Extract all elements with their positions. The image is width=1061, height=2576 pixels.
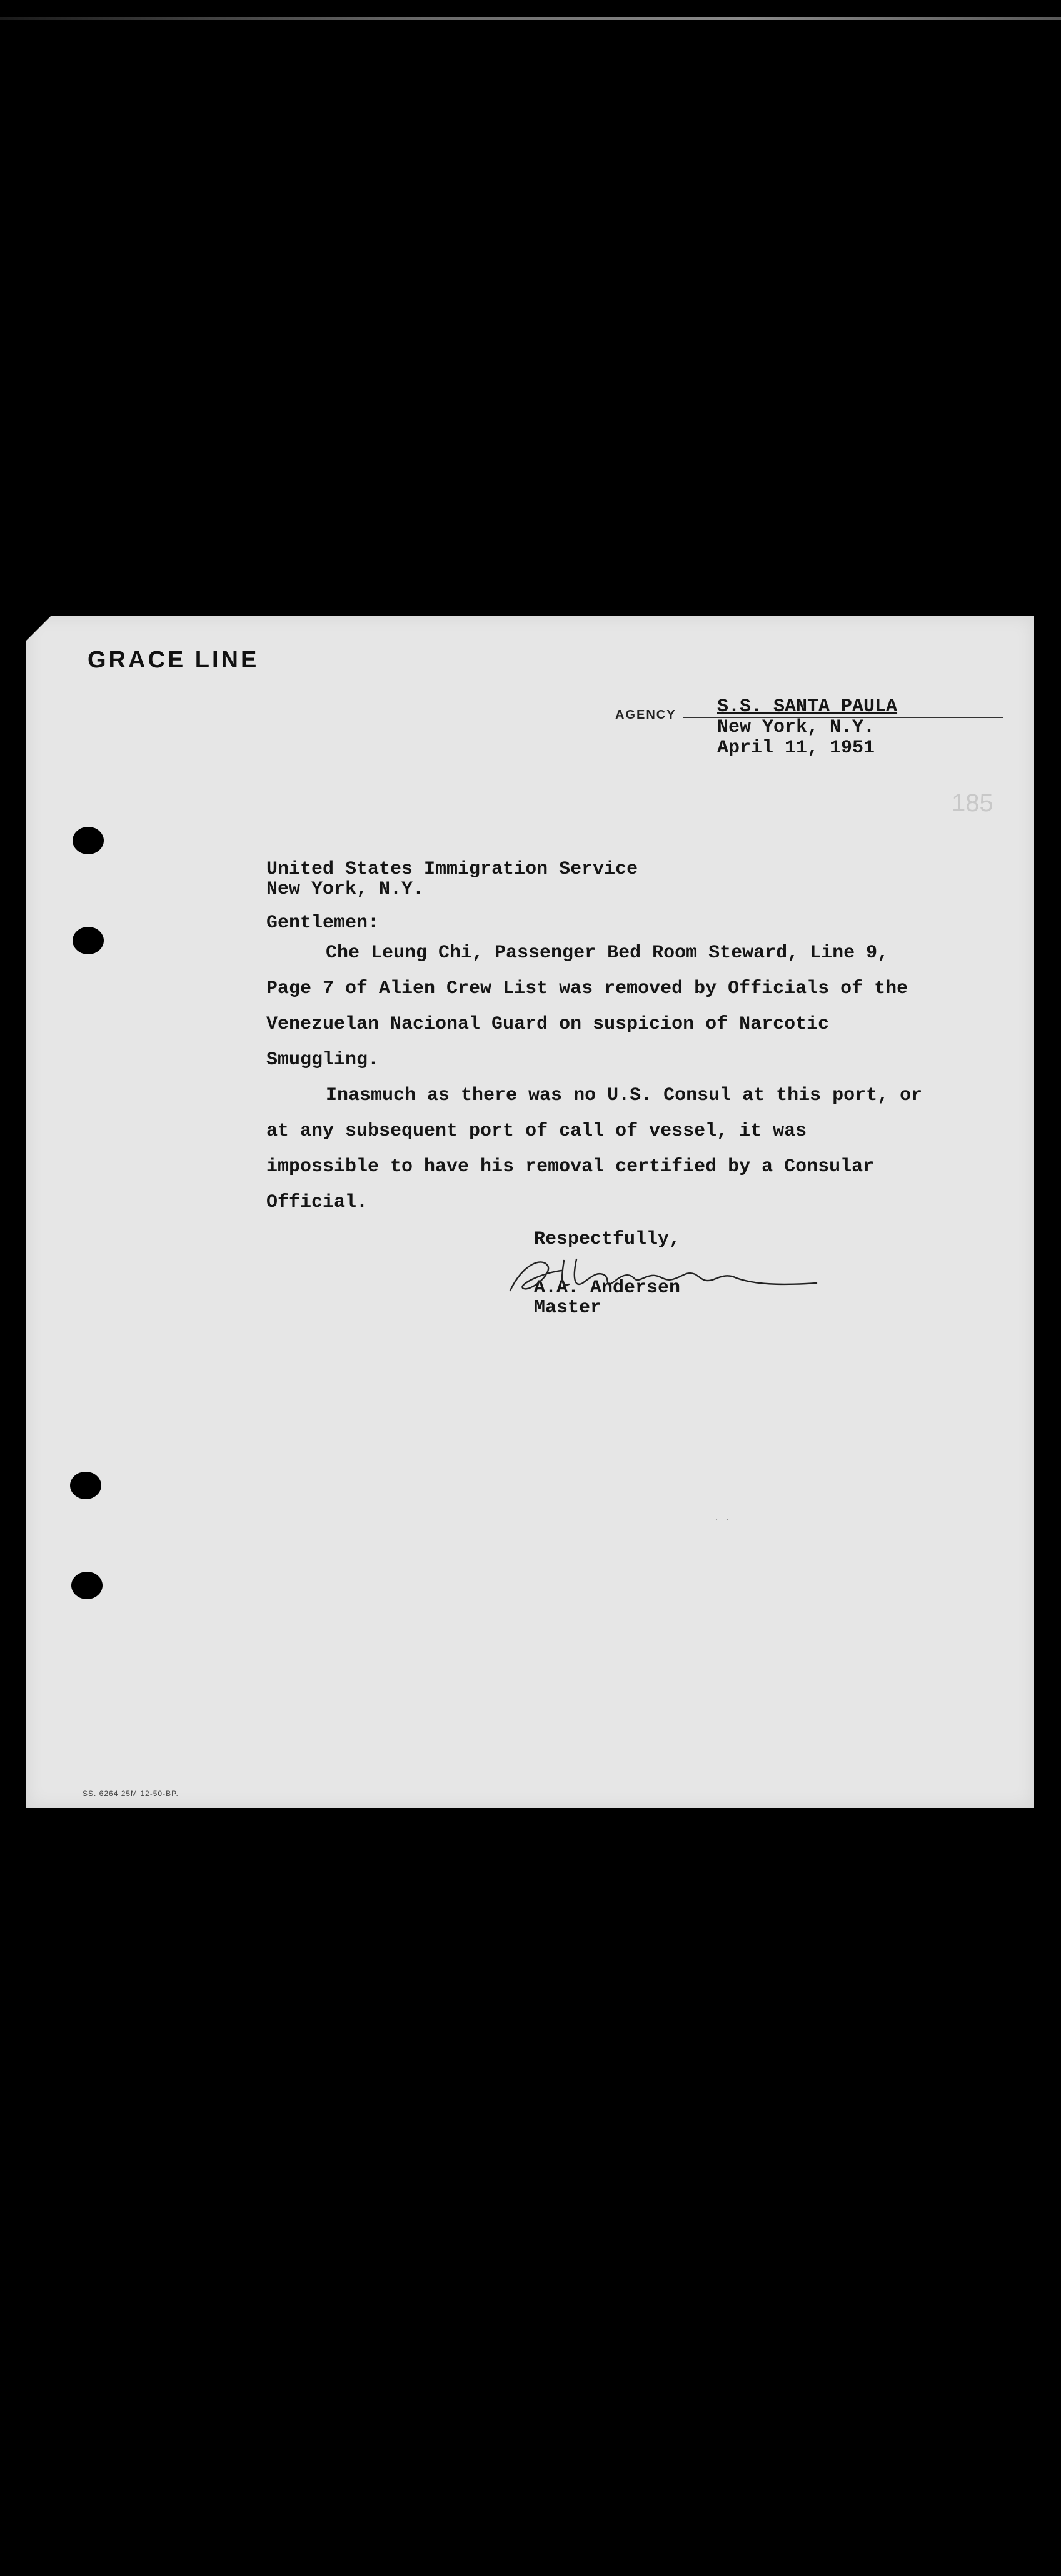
signer-name: A.A. Andersen [534,1277,681,1299]
recipient-address [266,859,929,899]
agency-label: AGENCY [615,708,676,722]
paragraph-2: Inasmuch as there was no U.S. Consul at this port, or at any subsequent port of call of vessel, it was impossible to have his removal certified by a Consular Official. [266,1085,923,1213]
scan-top-edge [0,17,1061,20]
salutation: Gentlemen: [266,912,380,934]
agency-vessel: S.S. SANTA PAULA [717,696,898,717]
punch-hole [73,927,104,954]
closing: Respectfully, [534,1229,681,1250]
recipient-line1: United States Immigration Service [266,859,638,880]
letterhead: GRACE LINE [88,647,259,673]
handwritten-signature [504,1252,829,1302]
recipient-line2: New York, N.Y. [266,879,425,900]
agency-block [717,697,897,759]
letter-body [266,859,929,1318]
paragraph-1: Che Leung Chi, Passenger Bed Room Steward, Line 9, Page 7 of Alien Crew List was removed by Officials of the Venezuelan Nacional Guard on suspicion of Narcotic Smuggling. [266,942,908,1071]
page-number: 185 [952,789,993,817]
form-code: SS. 6264 25M 12-50-BP. [83,1789,179,1798]
signer-title: Master [534,1297,602,1319]
punch-hole [70,1472,101,1499]
letter-page [26,616,1034,1808]
punch-hole [73,827,104,854]
stray-marks: · · [714,1515,730,1525]
torn-corner [26,616,51,641]
agency-date: April 11, 1951 [717,737,875,759]
agency-place: New York, N.Y. [717,717,875,738]
punch-hole [71,1572,103,1599]
